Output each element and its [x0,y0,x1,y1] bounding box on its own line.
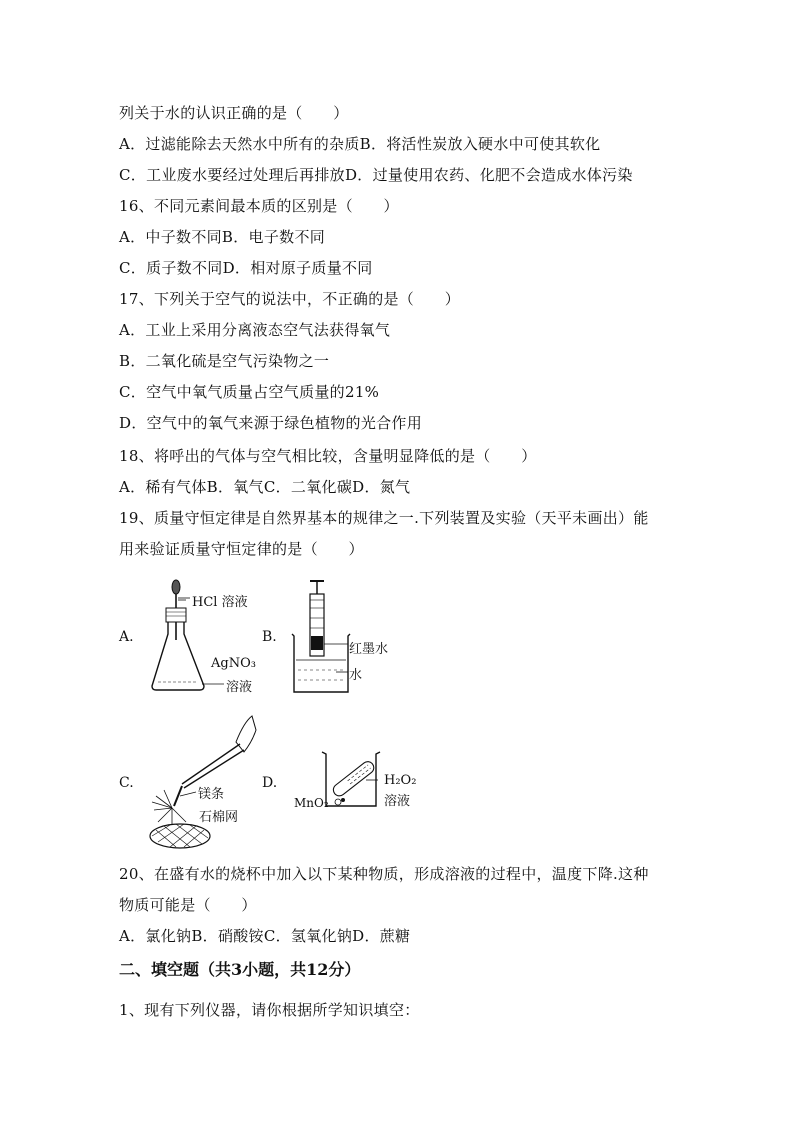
q20-options: A．氯化钠B．硝酸铵C．氢氧化钠D．蔗糖 [119,927,411,945]
figure-b-letter: B. [262,629,277,645]
figure-b-label-water: 水 [349,668,363,683]
figure-d-letter: D. [262,775,278,791]
q19-stem-line2: 用来验证质量守恒定律的是（ ） [119,540,364,558]
q16-stem: 16、不同元素间最本质的区别是（ ） [119,197,399,215]
q16-options-ab: A．中子数不同B．电子数不同 [119,228,326,246]
q19-stem-line1: 19、质量守恒定律是自然界基本的规律之一.下列装置及实验（天平未画出）能 [119,509,649,527]
q15-stem-line: 列关于水的认识正确的是（ ） [119,104,349,122]
q17-option-c: C．空气中氧气质量占空气质量的21% [119,383,380,401]
figure-d-label-solution: 溶液 [384,794,411,809]
section-heading-fill-blank: 二、填空题（共3小题，共12分） [119,960,361,979]
q18-options: A．稀有气体B．氧气C．二氧化碳D．氮气 [119,478,411,496]
figure-b-syringe-diagram [286,578,356,698]
q17-option-d: D．空气中的氧气来源于绿色植物的光合作用 [119,414,423,432]
q15-options-ab: A．过滤能除去天然水中所有的杂质B．将活性炭放入硬水中可使其软化 [119,135,601,153]
figure-d-label-mno2: MnO₂ [294,796,329,810]
figure-a-label-agno3: AgNO₃ [211,656,256,671]
q20-stem-line2: 物质可能是（ ） [119,896,257,914]
figure-c-label-magnesium: 镁条 [198,787,225,802]
figure-b-label-red-ink: 红墨水 [349,642,389,657]
q17-option-b: B．二氧化硫是空气污染物之一 [119,352,330,370]
figure-c-magnesium-diagram [140,712,258,852]
figure-a-label-solution: 溶液 [226,680,253,695]
q16-options-cd: C．质子数不同D．相对原子质量不同 [119,259,373,277]
q15-options-cd: C．工业废水要经过处理后再排放D．过量使用农药、化肥不会造成水体污染 [119,166,633,184]
q18-stem: 18、将呼出的气体与空气相比较，含量明显降低的是（ ） [119,447,537,465]
q17-option-a: A．工业上采用分离液态空气法获得氧气 [119,321,391,339]
figure-a-letter: A. [119,629,134,645]
fill-q1-stem: 1、现有下列仪器，请你根据所学知识填空： [119,1001,420,1019]
figure-c-label-asbestos-net: 石棉网 [199,810,239,825]
q20-stem-line1: 20、在盛有水的烧杯中加入以下某种物质，形成溶液的过程中，温度下降.这种 [119,865,649,883]
q17-stem: 17、下列关于空气的说法中，不正确的是（ ） [119,290,460,308]
figure-a-label-hcl: HCl 溶液 [192,595,248,610]
figure-d-label-h2o2: H₂O₂ [384,773,417,788]
figure-c-letter: C. [119,775,134,791]
